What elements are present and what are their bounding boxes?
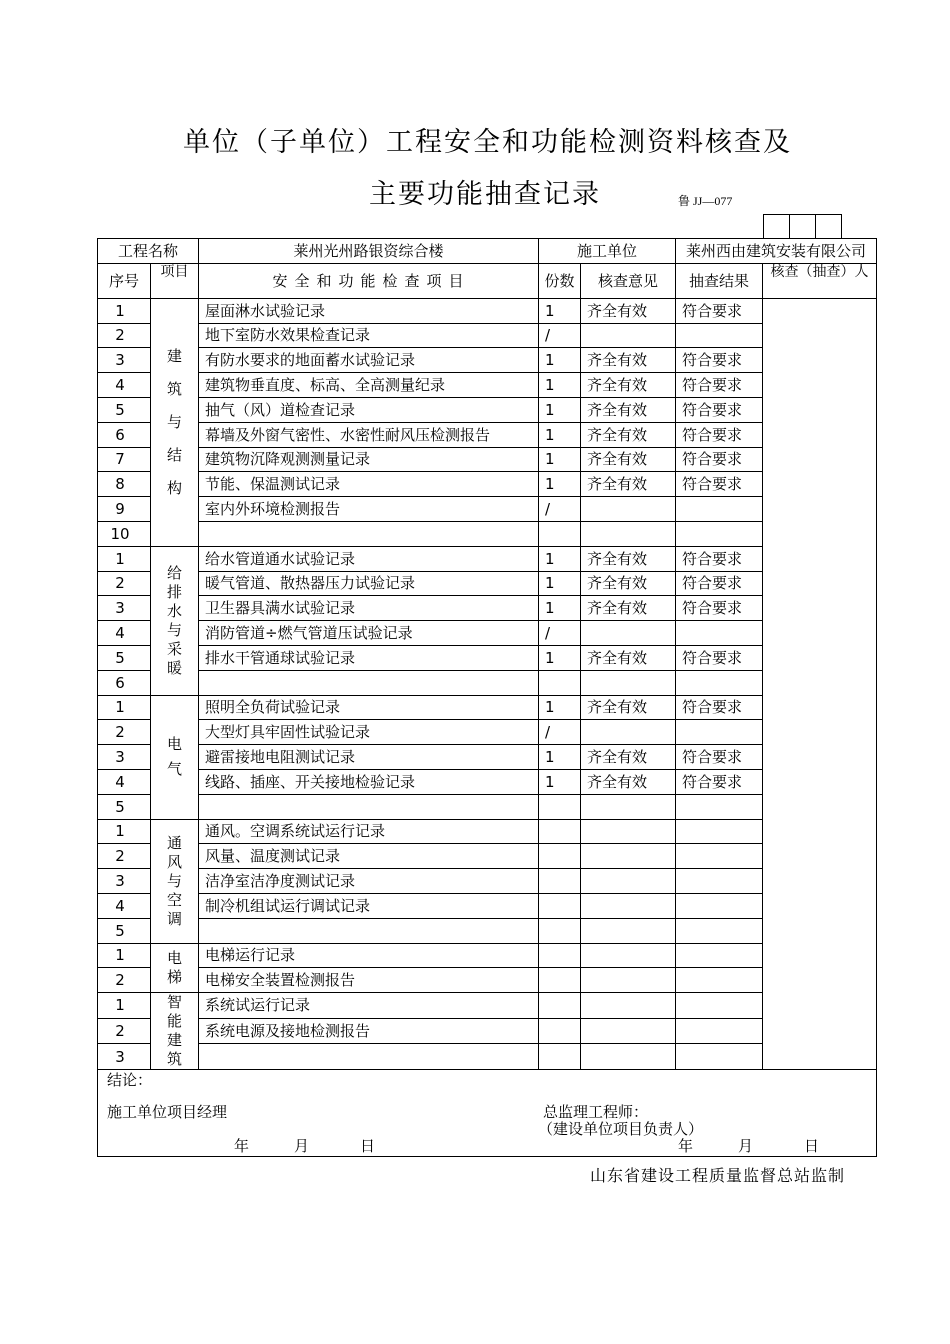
category-char: 能 [167, 1012, 183, 1031]
row-item: 照明全负荷试验记录 [199, 695, 539, 720]
category-label [151, 943, 199, 993]
row-copies: 1 [539, 546, 581, 571]
category-char: 给 [167, 563, 183, 582]
category-char: 筑 [167, 1050, 183, 1069]
table-row [98, 893, 877, 918]
row-result [676, 794, 763, 819]
table-row [98, 943, 877, 968]
table-row [98, 373, 877, 398]
row-result: 符合要求 [676, 745, 763, 770]
table-row [98, 472, 877, 497]
header-category: 项目 [151, 263, 199, 298]
conclusion-row [98, 1070, 877, 1157]
category-char: 调 [167, 909, 183, 928]
row-copies [539, 521, 581, 546]
row-seq: 1 [98, 546, 151, 571]
row-copies: / [539, 621, 581, 646]
row-seq: 2 [98, 1018, 151, 1044]
row-result: 符合要求 [676, 447, 763, 472]
row-result [676, 621, 763, 646]
row-result [676, 893, 763, 918]
row-item: 建筑物沉降观测测量记录 [199, 447, 539, 472]
row-seq: 3 [98, 869, 151, 894]
header-checker: 核查（抽查）人 [763, 263, 877, 298]
row-item: 建筑物垂直度、标高、全高测量纪录 [199, 373, 539, 398]
category-label [151, 993, 199, 1070]
table-row [98, 745, 877, 770]
row-opinion [581, 670, 676, 695]
category-char: 暖 [167, 658, 183, 677]
row-opinion [581, 993, 676, 1019]
row-result [676, 670, 763, 695]
row-item: 大型灯具牢固性试验记录 [199, 720, 539, 745]
row-opinion [581, 1044, 676, 1070]
table-row [98, 720, 877, 745]
category-label [151, 546, 199, 695]
row-item: 消防管道÷燃气管道压试验记录 [199, 621, 539, 646]
date-year-left: 年 [234, 1137, 250, 1156]
row-result: 符合要求 [676, 546, 763, 571]
row-item: 有防水要求的地面蓄水试验记录 [199, 348, 539, 373]
row-item [199, 670, 539, 695]
row-result [676, 844, 763, 869]
row-seq: 5 [98, 794, 151, 819]
date-month-left: 月 [294, 1137, 310, 1156]
row-result: 符合要求 [676, 695, 763, 720]
conclusion-label: 结论： [107, 1071, 153, 1090]
row-seq: 6 [98, 670, 151, 695]
row-result: 符合要求 [676, 645, 763, 670]
table-row [98, 621, 877, 646]
row-result: 符合要求 [676, 373, 763, 398]
table-row [98, 769, 877, 794]
row-seq: 3 [98, 348, 151, 373]
row-result [676, 993, 763, 1019]
row-copies: 1 [539, 645, 581, 670]
page-title-line2: 主要功能抽查记录 [369, 179, 601, 210]
table-row [98, 546, 877, 571]
table-row [98, 918, 877, 943]
table-row [98, 993, 877, 1019]
row-item: 给水管道通水试验记录 [199, 546, 539, 571]
row-item: 系统电源及接地检测报告 [199, 1018, 539, 1044]
row-item: 线路、插座、开关接地检验记录 [199, 769, 539, 794]
row-opinion: 齐全有效 [581, 422, 676, 447]
row-copies [539, 670, 581, 695]
row-opinion: 齐全有效 [581, 472, 676, 497]
category-char: 通 [167, 833, 183, 852]
row-seq: 3 [98, 1044, 151, 1070]
row-copies: / [539, 497, 581, 522]
row-result [676, 323, 763, 348]
table-row [98, 645, 877, 670]
table-row [98, 1044, 877, 1070]
row-opinion [581, 720, 676, 745]
row-opinion: 齐全有效 [581, 348, 676, 373]
supervisor-label: 总监理工程师： [543, 1103, 649, 1122]
row-opinion [581, 869, 676, 894]
row-item: 电梯运行记录 [199, 943, 539, 968]
row-result: 符合要求 [676, 422, 763, 447]
category-char: 与 [167, 871, 183, 890]
row-item [199, 1044, 539, 1070]
date-month-right: 月 [738, 1137, 754, 1156]
row-seq: 1 [98, 298, 151, 323]
row-seq: 2 [98, 571, 151, 596]
row-opinion [581, 1018, 676, 1044]
row-copies [539, 968, 581, 993]
table-row [98, 869, 877, 894]
row-opinion [581, 968, 676, 993]
table-row [98, 497, 877, 522]
row-seq: 4 [98, 621, 151, 646]
row-item: 屋面淋水试验记录 [199, 298, 539, 323]
row-seq: 2 [98, 968, 151, 993]
row-copies: 1 [539, 745, 581, 770]
category-char: 排 [167, 582, 183, 601]
row-result [676, 819, 763, 844]
inspection-table [97, 238, 877, 1157]
row-item: 制冷机组试运行调试记录 [199, 893, 539, 918]
row-item: 卫生器具满水试验记录 [199, 596, 539, 621]
table-row [98, 670, 877, 695]
table-row [98, 447, 877, 472]
row-result: 符合要求 [676, 397, 763, 422]
row-seq: 3 [98, 596, 151, 621]
row-copies: 1 [539, 397, 581, 422]
row-opinion: 齐全有效 [581, 447, 676, 472]
row-opinion: 齐全有效 [581, 373, 676, 398]
header-result: 抽查结果 [676, 263, 763, 298]
row-seq: 1 [98, 993, 151, 1019]
row-opinion: 齐全有效 [581, 695, 676, 720]
row-seq: 4 [98, 769, 151, 794]
row-result [676, 1044, 763, 1070]
row-item [199, 918, 539, 943]
category-label [151, 695, 199, 819]
row-seq: 8 [98, 472, 151, 497]
contractor-manager-label: 施工单位项目经理 [107, 1103, 228, 1122]
row-seq: 6 [98, 422, 151, 447]
project-name-value: 莱州光州路银资综合楼 [199, 239, 539, 264]
row-item: 洁净室洁净度测试记录 [199, 869, 539, 894]
row-opinion: 齐全有效 [581, 298, 676, 323]
row-opinion: 齐全有效 [581, 596, 676, 621]
row-seq: 7 [98, 447, 151, 472]
row-result [676, 497, 763, 522]
code-box [815, 214, 842, 239]
row-item [199, 794, 539, 819]
header-opinion: 核查意见 [581, 263, 676, 298]
row-copies: / [539, 720, 581, 745]
row-copies [539, 1044, 581, 1070]
table-row [98, 298, 877, 323]
category-char: 结 [167, 445, 183, 464]
row-item: 电梯安全装置检测报告 [199, 968, 539, 993]
date-day-right: 日 [804, 1137, 820, 1156]
row-opinion: 齐全有效 [581, 571, 676, 596]
category-char: 水 [167, 601, 183, 620]
page-title-line1: 单位（子单位）工程安全和功能检测资料核查及 [183, 127, 792, 158]
row-copies [539, 993, 581, 1019]
conclusion-cell [98, 1070, 877, 1157]
row-item: 地下室防水效果检查记录 [199, 323, 539, 348]
table-row [98, 596, 877, 621]
category-char: 电 [167, 948, 183, 967]
row-seq: 5 [98, 918, 151, 943]
row-seq: 2 [98, 844, 151, 869]
row-copies [539, 893, 581, 918]
row-copies [539, 844, 581, 869]
table-row [98, 1018, 877, 1044]
date-year-right: 年 [678, 1137, 694, 1156]
footer-issuer: 山东省建设工程质量监督总站监制 [590, 1166, 846, 1185]
category-char: 梯 [167, 967, 183, 986]
row-item: 节能、保温测试记录 [199, 472, 539, 497]
table-row [98, 397, 877, 422]
row-result [676, 521, 763, 546]
category-char: 与 [167, 412, 183, 431]
row-copies: 1 [539, 298, 581, 323]
row-result [676, 943, 763, 968]
category-label [151, 298, 199, 546]
row-item: 室内外环境检测报告 [199, 497, 539, 522]
row-copies: 1 [539, 695, 581, 720]
row-copies: 1 [539, 596, 581, 621]
row-copies: 1 [539, 571, 581, 596]
row-opinion: 齐全有效 [581, 769, 676, 794]
row-opinion [581, 893, 676, 918]
table-row [98, 521, 877, 546]
row-seq: 1 [98, 695, 151, 720]
category-char: 风 [167, 852, 183, 871]
code-box [763, 214, 789, 239]
row-opinion: 齐全有效 [581, 645, 676, 670]
row-copies: 1 [539, 447, 581, 472]
row-seq: 5 [98, 645, 151, 670]
date-day-left: 日 [360, 1137, 376, 1156]
row-opinion [581, 844, 676, 869]
table-row [98, 571, 877, 596]
row-seq: 4 [98, 893, 151, 918]
row-opinion [581, 323, 676, 348]
owner-rep-label: （建设单位项目负责人） [538, 1120, 704, 1139]
project-name-label: 工程名称 [98, 239, 199, 264]
table-row [98, 348, 877, 373]
category-char: 空 [167, 890, 183, 909]
row-result [676, 1018, 763, 1044]
table-row [98, 819, 877, 844]
row-item: 系统试运行记录 [199, 993, 539, 1019]
row-copies: 1 [539, 472, 581, 497]
category-char: 建 [167, 346, 183, 365]
row-copies [539, 918, 581, 943]
row-opinion [581, 521, 676, 546]
checker-cell [763, 298, 877, 1069]
row-seq: 4 [98, 373, 151, 398]
row-opinion: 齐全有效 [581, 745, 676, 770]
row-item: 风量、温度测试记录 [199, 844, 539, 869]
row-item: 通风。空调系统试运行记录 [199, 819, 539, 844]
row-copies [539, 869, 581, 894]
table-row [98, 968, 877, 993]
row-result: 符合要求 [676, 571, 763, 596]
row-item: 暖气管道、散热器压力试验记录 [199, 571, 539, 596]
row-copies [539, 943, 581, 968]
info-row [98, 239, 877, 264]
category-char: 电 [167, 735, 183, 754]
row-seq: 3 [98, 745, 151, 770]
category-char: 构 [167, 478, 183, 497]
row-opinion [581, 621, 676, 646]
row-item: 排水干管通球试验记录 [199, 645, 539, 670]
header-item: 安全和功能检查项目 [199, 263, 539, 298]
row-seq: 10 [98, 521, 151, 546]
row-seq: 5 [98, 397, 151, 422]
row-opinion: 齐全有效 [581, 397, 676, 422]
row-copies: 1 [539, 769, 581, 794]
row-result: 符合要求 [676, 298, 763, 323]
category-char: 建 [167, 1031, 183, 1050]
code-box [789, 214, 815, 239]
row-seq: 1 [98, 819, 151, 844]
row-seq: 1 [98, 943, 151, 968]
code-boxes [763, 214, 842, 239]
row-copies: 1 [539, 422, 581, 447]
category-char: 筑 [167, 379, 183, 398]
row-copies [539, 794, 581, 819]
category-char: 与 [167, 620, 183, 639]
category-char: 智 [167, 993, 183, 1012]
document-number: 鲁 JJ—077 [678, 194, 733, 208]
row-result [676, 968, 763, 993]
contractor-value: 莱州西由建筑安装有限公司 [676, 239, 877, 264]
table-row [98, 323, 877, 348]
row-result [676, 720, 763, 745]
category-char: 采 [167, 639, 183, 658]
header-copies: 份数 [539, 263, 581, 298]
row-result [676, 918, 763, 943]
row-result: 符合要求 [676, 472, 763, 497]
row-opinion [581, 943, 676, 968]
row-item: 避雷接地电阻测试记录 [199, 745, 539, 770]
row-copies: 1 [539, 348, 581, 373]
row-opinion [581, 794, 676, 819]
table-row [98, 844, 877, 869]
row-seq: 2 [98, 720, 151, 745]
table-row [98, 695, 877, 720]
row-item: 抽气（风）道检查记录 [199, 397, 539, 422]
row-seq: 9 [98, 497, 151, 522]
row-opinion [581, 497, 676, 522]
row-item: 幕墙及外窗气密性、水密性耐风压检测报告 [199, 422, 539, 447]
row-opinion [581, 819, 676, 844]
row-result: 符合要求 [676, 348, 763, 373]
row-item [199, 521, 539, 546]
row-result [676, 869, 763, 894]
row-result: 符合要求 [676, 769, 763, 794]
header-row [98, 263, 877, 298]
row-copies [539, 1018, 581, 1044]
row-result: 符合要求 [676, 596, 763, 621]
row-opinion: 齐全有效 [581, 546, 676, 571]
contractor-label: 施工单位 [539, 239, 676, 264]
table-row [98, 422, 877, 447]
row-copies [539, 819, 581, 844]
category-char: 气 [167, 760, 183, 779]
row-seq: 2 [98, 323, 151, 348]
row-opinion [581, 918, 676, 943]
category-label [151, 819, 199, 943]
header-seq: 序号 [98, 263, 151, 298]
row-copies: / [539, 323, 581, 348]
table-row [98, 794, 877, 819]
row-copies: 1 [539, 373, 581, 398]
